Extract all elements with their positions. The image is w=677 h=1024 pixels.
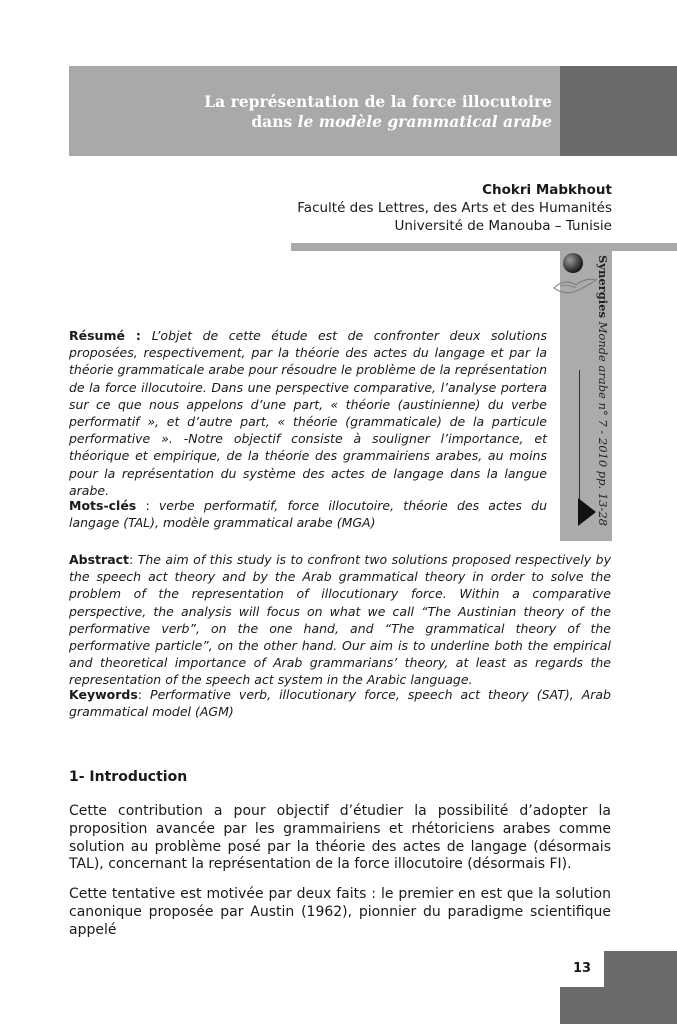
abstract-paragraph <box>69 551 611 689</box>
resume-paragraph <box>69 327 547 499</box>
sidebar-rule <box>579 370 580 500</box>
body-paragraph-2: Cette tentative est motivée par deux faits : le premier en est que la solution canonique proposée par Austin (1962), pionnier du paradigme scientifique appelé <box>69 886 611 938</box>
title-line-2-prefix: dans <box>251 112 298 131</box>
abstract-text: The aim of this study is to confront two solutions proposed respectively by the speech act theory and by the Arab grammatical theory in order to solve the problem of the representation of illocutionary force. Within a comparative perspective, the analysis will focus on what we call “The Austinian theory of the performative verb”, on the one hand, and “The grammatical theory of the performative particle”, on the other hand. Our aim is to underline both the empirical and theoretical importance of Arab grammarians’ theory, at least as regards the representation of the speech act system in the Arabic language. <box>69 552 611 688</box>
journal-issue: Monde arabe n° 7 - 2010 pp. 13-28 <box>596 317 610 526</box>
journal-name: Synergies <box>596 255 610 318</box>
article-title <box>112 92 552 132</box>
title-line-1: La représentation de la force illocutoire <box>204 92 552 111</box>
page-number: 13 <box>560 951 604 987</box>
abstract-label: Abstract <box>69 552 130 567</box>
title-line-2 <box>112 112 552 132</box>
body-paragraph-1: Cette contribution a pour objectif d’étudier la possibilité d’adopter la proposition avancée par les grammairiens et rhétoriciens arabes comme solution au problème posé par la théorie des actes de langage (désormais TAL), concernant la représentation de la force illocutoire (désormais FI). <box>69 803 611 873</box>
resume-text: L’objet de cette étude est de confronter deux solutions proposées, respectivement, par la théorie des actes du langage et par la théorie grammaticale arabe pour résoudre le problème de la représentation de la force illocutoire. Dans une perspective comparative, l’analyse portera sur ce que nous appelons d’une part, « théorie (austinienne) du verbe performatif », et d’autre part, « théorie (grammaticale) de la particule performative ». -Notre objectif consiste à souligner l’importance, et théorique et empirique, de la théorie des grammairiens arabes, au moins pour la représentation du système des actes de langage dans la langue arabe. <box>69 328 547 498</box>
motscles-paragraph <box>69 497 547 531</box>
journal-reference <box>596 255 610 526</box>
author-name: Chokri Mabkhout <box>482 182 612 198</box>
footer-corner-block <box>604 951 677 1024</box>
separator-bar <box>291 243 677 251</box>
resume-label: Résumé : <box>69 328 152 343</box>
keywords-text: Performative verb, illocutionary force, speech act theory (SAT), Arab grammatical model (AGM) <box>69 687 611 720</box>
keywords-separator: : <box>137 687 151 702</box>
motscles-separator: : <box>136 498 159 513</box>
title-corner-block <box>560 66 677 156</box>
journal-logo-icon <box>552 250 598 300</box>
footer-bottom-block <box>560 987 604 1024</box>
motscles-text: verbe performatif, force illocutoire, théorie des actes du langage (TAL), modèle grammatical arabe (MGA) <box>69 498 547 531</box>
keywords-label: Keywords <box>69 687 138 702</box>
motscles-label: Mots-clés <box>69 498 137 513</box>
author-affiliation-university: Université de Manouba – Tunisie <box>394 218 612 234</box>
title-line-2-italic: le modèle grammatical arabe <box>297 112 552 131</box>
author-affiliation-faculty: Faculté des Lettres, des Arts et des Humanités <box>297 200 612 216</box>
author-block <box>132 181 612 235</box>
abstract-separator: : <box>129 552 138 567</box>
sidebar-arrow-icon <box>578 498 596 526</box>
section-heading: 1- Introduction <box>69 769 188 785</box>
keywords-paragraph <box>69 686 611 720</box>
